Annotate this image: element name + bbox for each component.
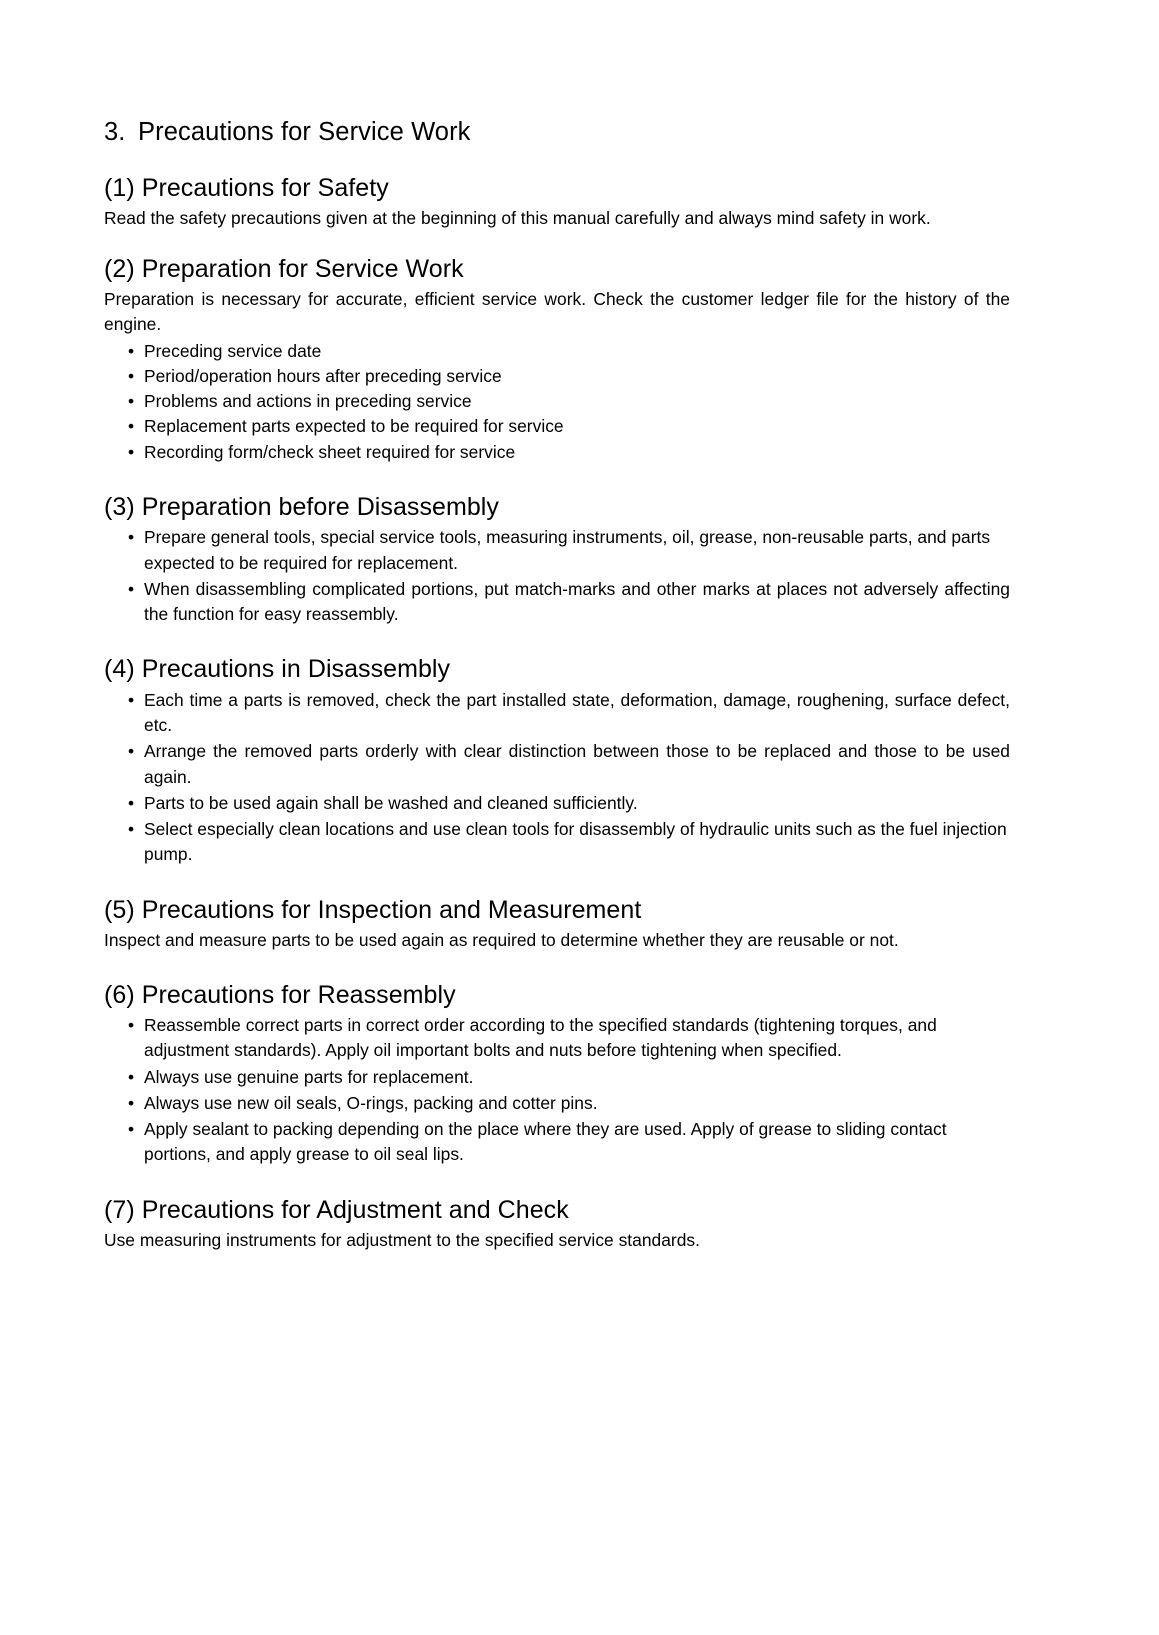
list-item-text: Period/operation hours after preceding service: [144, 366, 502, 386]
bullet-icon: •: [128, 578, 135, 599]
bullet-icon: •: [128, 819, 135, 840]
section-paragraph-1: Read the safety precautions given at the beginning of this manual carefully and always mind safety in work.: [104, 208, 931, 229]
section-heading-4: [104, 653, 1010, 686]
section-heading-text-6: Precautions for Reassembly: [141, 980, 456, 1009]
section-heading-text-1: Precautions for Safety: [141, 173, 389, 202]
list-item: [104, 791, 1010, 816]
bullet-icon: •: [128, 416, 135, 437]
list-item: [104, 364, 1010, 389]
list-item: [104, 1013, 1010, 1063]
section-heading-text-7: Precautions for Adjustment and Check: [141, 1195, 569, 1224]
bullet-icon: •: [128, 366, 135, 386]
bullet-icon: •: [128, 792, 135, 813]
list-item: [104, 525, 1010, 575]
list-item-text: Problems and actions in preceding service: [144, 391, 472, 412]
bullet-icon: •: [128, 1066, 135, 1087]
list-item: [104, 739, 1010, 789]
list-item: [104, 339, 1010, 364]
list-item: [104, 577, 1010, 627]
section-heading-1: [104, 172, 1010, 205]
section-number-5: (5): [104, 895, 135, 924]
list-item-text: When disassembling complicated portions, put match-marks and other marks at places not adversely affecting the function for easy reassembly.: [144, 578, 1010, 625]
section-bullet-list-3: [104, 525, 1010, 627]
bullet-icon: •: [128, 1015, 135, 1036]
document-content: [104, 116, 1010, 1253]
bullet-icon: •: [128, 1092, 135, 1113]
bullet-icon: •: [128, 391, 135, 412]
list-item: [104, 1065, 1010, 1090]
section-number-6: (6): [104, 980, 135, 1009]
section-heading-7: [104, 1194, 1010, 1227]
list-item-text: Each time a parts is removed, check the part installed state, deformation, damage, roughening, surface defect, etc.: [144, 689, 1010, 736]
list-item: [104, 389, 1010, 414]
section-paragraph-2: Preparation is necessary for accurate, efficient service work. Check the customer ledger file for the history of the engine.: [104, 289, 1010, 335]
list-item-text: Always use genuine parts for replacement.: [144, 1066, 474, 1087]
bullet-icon: •: [128, 689, 135, 710]
list-item-text: Arrange the removed parts orderly with clear distinction between those to be replaced and those to be used again.: [144, 741, 1010, 787]
section-paragraph-7: Use measuring instruments for adjustment to the specified service standards.: [104, 1230, 700, 1251]
section-heading-3: [104, 491, 1010, 524]
list-item-text: Prepare general tools, special service tools, measuring instruments, oil, grease, non-reusable parts, and parts expected to be required for replacement.: [144, 527, 991, 573]
list-item: [104, 440, 1010, 465]
section-number-4: (4): [104, 655, 135, 684]
list-item: [104, 817, 1010, 867]
list-item: [104, 1091, 1010, 1116]
list-item-text: Always use new oil seals, O-rings, packing and cotter pins.: [144, 1092, 598, 1113]
list-item-text: Preceding service date: [144, 340, 322, 361]
bullet-icon: •: [128, 340, 135, 361]
list-item-text: Select especially clean locations and use clean tools for disassembly of hydraulic units such as the fuel injection pump.: [144, 819, 1007, 865]
list-item: [104, 688, 1010, 738]
bullet-icon: •: [128, 527, 135, 548]
section-heading-2: [104, 253, 1010, 286]
list-item-text: Replacement parts expected to be required for service: [144, 416, 564, 437]
section-heading-text-5: Precautions for Inspection and Measurement: [141, 895, 642, 924]
section-number-2: (2): [104, 254, 135, 283]
list-item-text: Apply sealant to packing depending on the place where they are used. Apply of grease to sliding contact portions, and apply grease to oil seal lips.: [144, 1119, 947, 1165]
section-heading-text-3: Preparation before Disassembly: [141, 492, 499, 521]
section-heading-6: [104, 979, 1010, 1012]
section-bullet-list-4: [104, 688, 1010, 868]
page-title: [104, 116, 1010, 150]
section-bullet-list-2: [104, 339, 1010, 465]
page-title-number: 3.: [104, 118, 126, 146]
bullet-icon: •: [128, 441, 135, 462]
list-item-text: Recording form/check sheet required for service: [144, 441, 516, 462]
section-number-7: (7): [104, 1195, 135, 1224]
section-heading-5: [104, 894, 1010, 927]
section-bullet-list-6: [104, 1013, 1010, 1167]
section-heading-text-4: Precautions in Disassembly: [141, 655, 451, 684]
list-item-text: Reassemble correct parts in correct order according to the specified standards (tightening torques, and adjustment standards). Apply oil important bolts and nuts before tightening when specified.: [144, 1015, 937, 1061]
section-number-3: (3): [104, 492, 135, 521]
section-heading-text-2: Preparation for Service Work: [141, 254, 464, 283]
section-number-1: (1): [104, 173, 135, 202]
list-item: [104, 414, 1010, 439]
bullet-icon: •: [128, 741, 135, 762]
page-title-text: Precautions for Service Work: [138, 118, 471, 146]
bullet-icon: •: [128, 1119, 135, 1140]
section-paragraph-5: Inspect and measure parts to be used again as required to determine whether they are reusable or not.: [104, 930, 899, 951]
list-item: [104, 1117, 1010, 1167]
list-item-text: Parts to be used again shall be washed and cleaned sufficiently.: [144, 792, 638, 813]
